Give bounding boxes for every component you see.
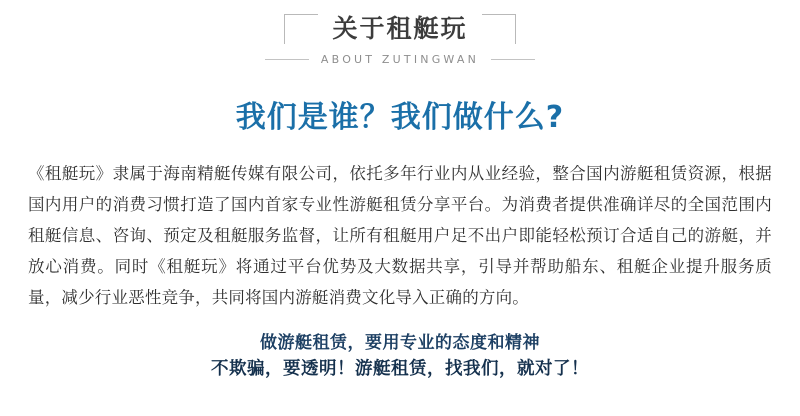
section-heading: 我们是谁？我们做什么?	[235, 100, 565, 135]
bracket-right-decoration	[482, 14, 516, 44]
subtitle-rule-left	[265, 59, 309, 60]
header-subtitle-row	[265, 53, 535, 66]
subtitle-rule-right	[491, 59, 535, 60]
slogan-block	[0, 330, 800, 383]
slogan-line-2: 不欺骗，要透明！游艇租赁，找我们，就对了！	[211, 359, 589, 379]
page-header	[0, 0, 800, 66]
page-title: 关于租艇玩	[332, 14, 468, 43]
page-subtitle: ABOUT ZUTINGWAN	[320, 53, 480, 66]
about-paragraph: 《租艇玩》隶属于海南精艇传媒有限公司，依托多年行业内从业经验，整合国内游艇租赁资源，根据国内用户的消费习惯打造了国内首家专业性游艇租赁分享平台。为消费者提供准确详尽的全国范围内租艇信息、咨询、预定及租艇服务监督，让所有租艇用户足不出户即能轻松预订合适自己的游艇，并放心消费。同时《租艇玩》将通过平台优势及大数据共享，引导并帮助船东、租艇企业提升服务质量，减少行业恶性竞争，共同将国内游艇消费文化导入正确的方向。	[28, 164, 772, 307]
slogan-line-1: 做游艇租赁，要用专业的态度和精神	[260, 333, 540, 353]
header-title-row	[284, 14, 515, 44]
bracket-left-decoration	[284, 14, 318, 44]
